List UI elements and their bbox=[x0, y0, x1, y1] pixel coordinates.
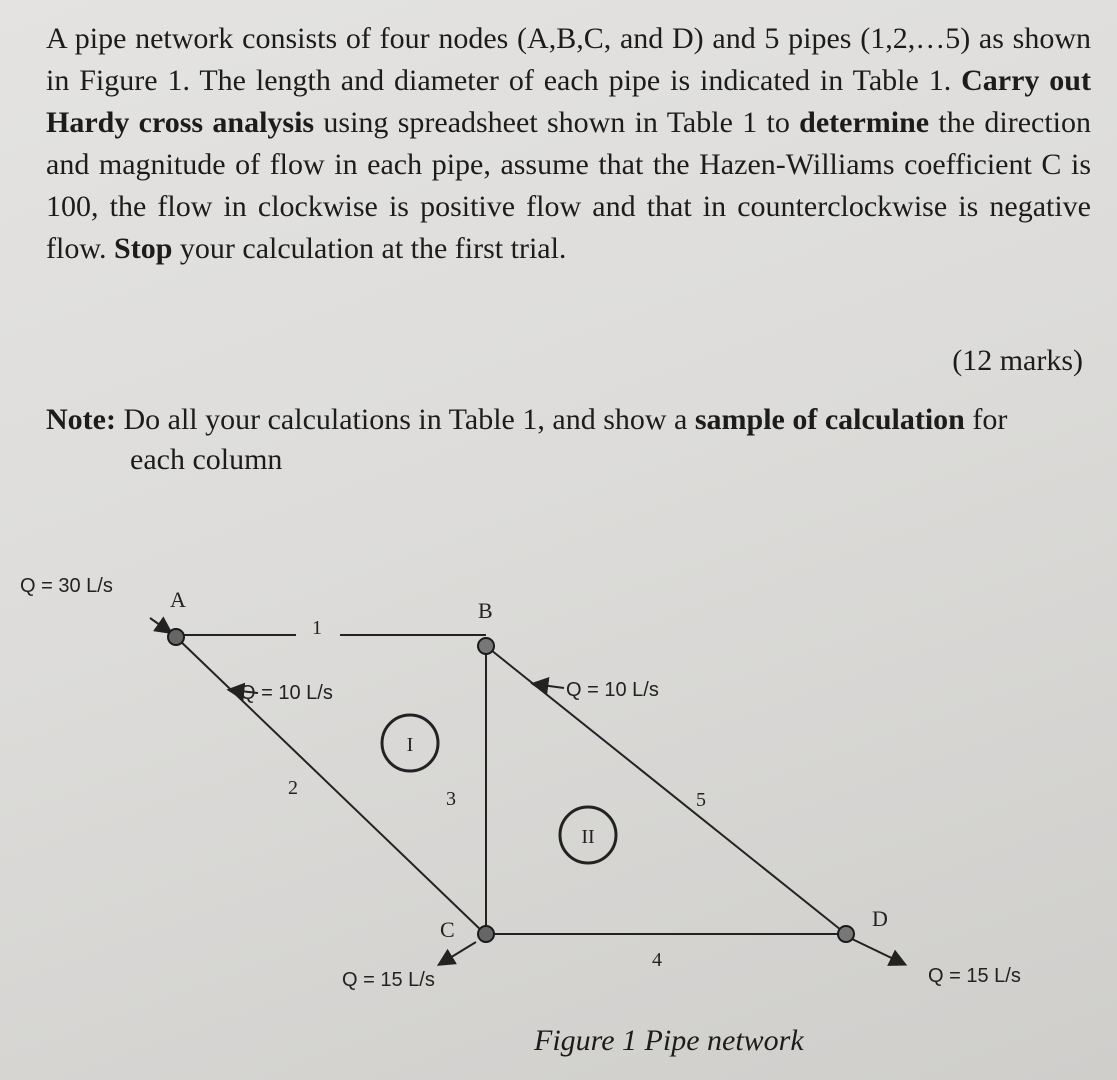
loop-label-1: I bbox=[406, 734, 414, 756]
marks-label: (12 marks) bbox=[952, 344, 1083, 377]
inflow-label-A: Q = 30 L/s bbox=[20, 575, 113, 597]
node-B bbox=[478, 638, 494, 654]
node-label-D: D bbox=[872, 906, 888, 931]
outflow-label-D: Q = 15 L/s bbox=[928, 965, 1021, 987]
node-label-B: B bbox=[478, 598, 493, 623]
problem-text bbox=[46, 18, 1091, 270]
node-label-C: C bbox=[440, 917, 455, 942]
node-label-A: A bbox=[170, 587, 186, 612]
problem-segment: Carry out Hardy cross analysis bbox=[46, 64, 1091, 139]
note bbox=[46, 400, 1076, 480]
pipe-label-5: 5 bbox=[696, 789, 706, 811]
pipes bbox=[176, 635, 846, 934]
flow-arrows bbox=[150, 618, 904, 964]
node-A bbox=[168, 629, 184, 645]
outflow-label-B: Q = 10 L/s bbox=[566, 679, 659, 701]
pipe-label-4: 4 bbox=[652, 949, 662, 971]
outflow-arrow-C bbox=[440, 942, 476, 964]
pipe-label-3: 3 bbox=[446, 788, 456, 810]
node-D bbox=[838, 926, 854, 942]
note-bold-phrase: sample of calculation bbox=[694, 403, 965, 436]
problem-segment: the direction and magnitude of flow in each pipe, assume that the Hazen-Williams coefficient C is 100, the flow in clockwise is positive flow and that in counterclockwise is negative flow. bbox=[46, 106, 1091, 265]
note-text-after: for bbox=[964, 403, 1008, 436]
pipe-5 bbox=[486, 646, 846, 934]
problem-segment: using spreadsheet shown in Table 1 to bbox=[314, 106, 800, 139]
note-text-before: Do all your calculations in Table 1, and show a bbox=[115, 403, 695, 436]
node-C bbox=[478, 926, 494, 942]
nodes bbox=[168, 629, 854, 942]
pipe-label-2: 2 bbox=[288, 777, 298, 799]
problem-segment: A pipe network consists of four nodes (A,B,C, and D) and 5 pipes (1,2,…5) as shown in Figure 1. The length and diameter of each pipe is indicated in Table 1. bbox=[46, 22, 1091, 97]
problem-segment: determine bbox=[799, 106, 930, 139]
figure-caption: Figure 1 Pipe network bbox=[534, 1024, 804, 1057]
note-label: Note: bbox=[46, 403, 116, 436]
pipe-network-figure bbox=[0, 560, 1117, 1020]
problem-segment: Stop bbox=[114, 232, 173, 265]
inflow-arrow-A bbox=[150, 618, 170, 632]
loop-label-2: II bbox=[581, 826, 595, 848]
outflow-arrow-D bbox=[850, 938, 904, 964]
problem-statement bbox=[46, 18, 1091, 270]
note-continuation: each column bbox=[130, 443, 283, 476]
pipe-label-1: 1 bbox=[312, 617, 322, 639]
outflow-label-C: Q = 15 L/s bbox=[342, 969, 435, 991]
outflow-label-A: Q = 10 L/s bbox=[240, 682, 333, 704]
problem-segment: your calculation at the first trial. bbox=[172, 232, 567, 265]
